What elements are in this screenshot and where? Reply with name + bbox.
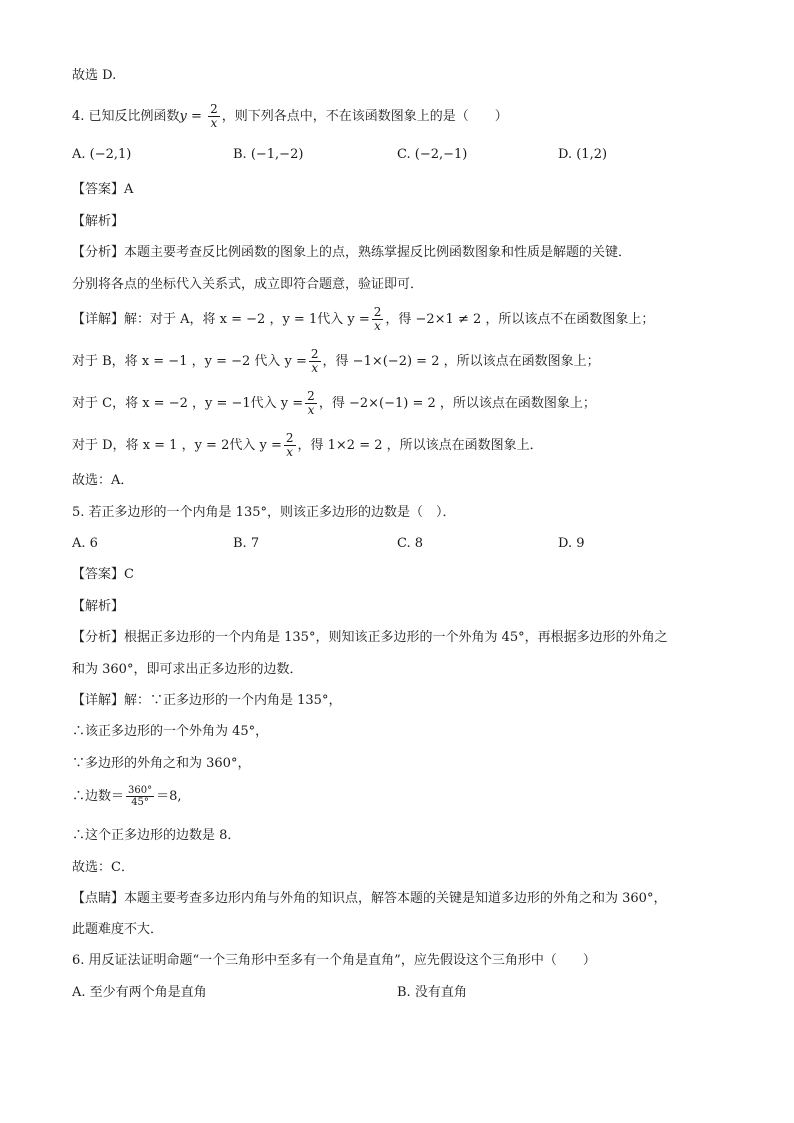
q4-detail4-fraction (284, 432, 296, 459)
prev-choice-line: 故选 D. (72, 68, 117, 83)
q5-option-b: B. 7 (233, 536, 260, 551)
q5-detail-line5: ∴这个正多边形的边数是 8． (72, 828, 241, 843)
q4-detail2-fraction (309, 348, 321, 375)
q4-detail-line3 (72, 386, 596, 422)
q4-fraction-denominator: x (210, 116, 218, 130)
q4-option-d: D. (1,2) (558, 147, 608, 162)
q4-detail3-fraction (305, 390, 317, 417)
q4-detail1-fraction (372, 306, 384, 333)
q4-fraction-numerator: 2 (210, 102, 218, 116)
q4-detail2-pre: 对于 B，将 x = −1 ，y = −2 代入 y = (72, 354, 307, 369)
q5-dianjing-line1: 【点睛】本题主要考查多边形内角与外角的知识点，解答本题的关键是知道多边形的外角之和为 360°， (72, 891, 667, 906)
q4-answer: 【答案】A (72, 182, 134, 197)
q5-choice: 故选：C． (72, 860, 134, 875)
q5-detail4-post: ＝8, (156, 789, 182, 804)
q5-detail-line2: ∴该正多边形的一个外角为 45°， (72, 724, 269, 739)
q4-detail2-denominator: x (311, 361, 319, 375)
q6-option-a: A. 至少有两个角是直角 (72, 985, 207, 1000)
q6-stem: 6. 用反证法证明命题“一个三角形中至多有一个角是直角”，应先假设这个三角形中（ ） (72, 953, 596, 968)
q5-fenxi-line2: 和为 360°，即可求出正多边形的边数． (72, 662, 303, 677)
q4-stem (72, 102, 508, 132)
q4-stem-pre: 4. 已知反比例函数 (72, 109, 180, 124)
q4-detail4-pre: 对于 D，将 x = 1 ，y = 2代入 y = (72, 438, 282, 453)
q5-fenxi-line1: 【分析】根据正多边形的一个内角是 135°，则知该正多边形的一个外角为 45°，再根据多边形的外角之 (72, 630, 668, 645)
q4-detail4-post: ，得 1×2 = 2 ，所以该点在函数图象上． (297, 438, 543, 453)
q4-stem-post: ，则下列各点中，不在该函数图象上的是（ ） (221, 109, 508, 124)
q4-detail1-post: ，得 −2×1 ≠ 2 ，所以该点不在函数图象上； (385, 312, 655, 327)
q4-detail2-numerator: 2 (310, 347, 319, 361)
q4-analysis-heading: 【解析】 (72, 214, 125, 229)
q6-option-b: B. 没有直角 (397, 985, 467, 1000)
q5-option-d: D. 9 (558, 536, 585, 551)
q4-detail-line4 (72, 428, 543, 464)
q4-choice: 故选：A． (72, 473, 134, 488)
q4-detail3-numerator: 2 (307, 389, 315, 403)
q4-option-a: A. (−2,1) (72, 147, 132, 162)
q4-option-c: C. (−2,−1) (397, 147, 468, 162)
q4-fenxi-line2: 分别将各点的坐标代入关系式，成立即符合题意，验证即可． (72, 277, 424, 292)
q5-option-a: A. 6 (72, 536, 98, 551)
q5-fraction-numerator: 360° (128, 785, 153, 796)
q5-detail-line4 (72, 780, 182, 814)
q4-stem-y: y (179, 109, 187, 124)
q4-detail4-denominator: x (286, 445, 294, 459)
q4-fenxi-line1: 【分析】本题主要考查反比例函数的图象上的点，熟练掌握反比例函数图象和性质是解题的关键． (72, 245, 632, 260)
q4-stem-fraction (208, 103, 220, 130)
q5-stem: 5. 若正多边形的一个内角是 135°，则该正多边形的边数是（ ）． (72, 505, 456, 520)
q4-detail2-post: ，得 −1×(−2) = 2 ，所以该点在函数图象上； (322, 354, 600, 369)
q4-detail3-post: ，得 −2×(−1) = 2 ，所以该点在函数图象上； (318, 396, 596, 411)
q5-detail4-fraction (126, 785, 154, 808)
q4-detail-line1 (72, 302, 654, 338)
q5-fraction-denominator: 45° (131, 797, 149, 808)
q4-detail3-denominator: x (307, 403, 315, 417)
q4-detail3-pre: 对于 C，将 x = −2 ，y = −1代入 y = (72, 396, 304, 411)
q4-detail-line2 (72, 344, 600, 380)
q5-answer: 【答案】C (72, 567, 134, 582)
q5-detail-line1: 【详解】解：∵正多边形的一个内角是 135°， (72, 693, 342, 708)
q4-detail1-numerator: 2 (373, 305, 382, 319)
q5-analysis-heading: 【解析】 (72, 599, 125, 614)
q4-stem-eq: = (186, 109, 207, 124)
q5-detail4-pre: ∴边数＝ (72, 789, 125, 804)
q4-detail4-numerator: 2 (285, 431, 294, 445)
q4-detail1-denominator: x (374, 319, 381, 333)
q5-dianjing-line2: 此题难度不大． (72, 922, 164, 937)
q5-option-c: C. 8 (397, 536, 424, 551)
q4-option-b: B. (−1,−2) (233, 147, 304, 162)
q5-detail-line3: ∵多边形的外角之和为 360°， (72, 756, 251, 771)
q4-detail1-pre: 【详解】解：对于 A，将 x = −2 ，y = 1代入 y = (72, 312, 370, 327)
